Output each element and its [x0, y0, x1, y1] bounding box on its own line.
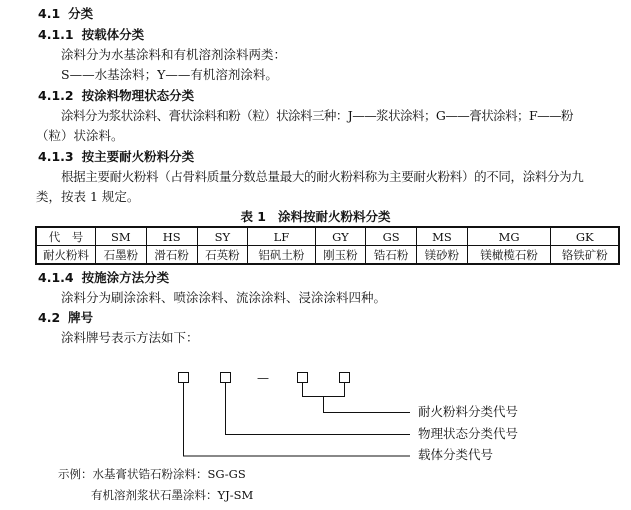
section-number: 4.1.1 — [38, 27, 74, 42]
material-cell: 镁砂粉 — [417, 246, 468, 265]
table-row-materials — [36, 246, 619, 265]
code-cell: GY — [315, 227, 366, 246]
code-cell: SM — [96, 227, 147, 246]
table-row-codes — [36, 227, 619, 246]
paragraph-line: 根据主要耐火粉料（占骨料质量分数总量最大的耐火粉料称为主要耐火粉料）的不同，涂料分为九 — [61, 169, 584, 184]
carrier-code-box — [179, 373, 189, 383]
paragraph-line: 涂料分为刷涂涂料、喷涂涂料、流涂涂料、浸涂涂料四种。 — [61, 290, 387, 305]
material-cell: 石墨粉 — [96, 246, 147, 265]
material-cell: 石英粉 — [197, 246, 248, 265]
section-4-1-1-heading — [38, 27, 144, 43]
physical-state-code-label: 物理状态分类代号 — [418, 426, 519, 441]
paragraph-line: 涂料分为浆状涂料、膏状涂料和粉（粒）状涂料三种：J——浆状涂料；G——膏状涂料；F——粉 — [61, 108, 573, 123]
powder-code-label: 耐火粉料分类代号 — [418, 404, 519, 419]
row-header: 代 号 — [36, 227, 96, 246]
code-cell: GS — [366, 227, 417, 246]
example-code: YJ-SM — [217, 488, 254, 502]
powder-bracket — [303, 383, 345, 397]
paragraph-line: （粒）状涂料。 — [36, 128, 124, 143]
powder-leader-line — [324, 397, 411, 413]
section-4-1-heading — [38, 6, 93, 22]
table-number: 表 1 — [240, 209, 267, 224]
code-cell: GK — [551, 227, 619, 246]
section-title: 按涂料物理状态分类 — [81, 88, 195, 103]
paragraph-line: 涂料分为水基涂料和有机溶剂涂料两类： — [61, 47, 287, 62]
carrier-code-label: 载体分类代号 — [418, 447, 494, 462]
powder-code-box-2 — [340, 373, 350, 383]
designation-diagram — [0, 360, 631, 460]
section-4-1-3-heading — [38, 149, 194, 165]
section-number: 4.1.4 — [38, 270, 74, 285]
material-cell: 铬铁矿粉 — [551, 246, 619, 265]
code-cell: MS — [417, 227, 468, 246]
paragraph-line: 涂料牌号表示方法如下： — [61, 330, 199, 345]
section-4-1-4-heading — [38, 270, 169, 286]
table-caption — [0, 207, 631, 225]
material-cell: 镁橄榄石粉 — [467, 246, 551, 265]
material-cell: 锆石粉 — [366, 246, 417, 265]
code-cell: SY — [197, 227, 248, 246]
section-4-1-2-heading — [38, 88, 194, 104]
section-title: 按施涂方法分类 — [81, 270, 170, 285]
dash-separator: — — [257, 371, 269, 385]
code-cell: HS — [146, 227, 197, 246]
material-cell: 铝矾土粉 — [248, 246, 315, 265]
section-title: 按主要耐火粉料分类 — [81, 149, 195, 164]
example-line-1 — [58, 466, 246, 482]
carrier-leader-line — [184, 383, 411, 456]
example-line-2 — [91, 487, 253, 503]
section-number: 4.1.2 — [38, 88, 74, 103]
example-prefix: 示例： — [58, 467, 93, 481]
example-name: 有机溶剂浆状石墨涂料： — [91, 488, 218, 502]
table-title: 涂料按耐火粉料分类 — [278, 209, 391, 224]
paragraph-line: 类，按表 1 规定。 — [36, 189, 140, 204]
physical-state-leader-line — [226, 383, 411, 435]
code-cell: MG — [467, 227, 551, 246]
example-code: SG-GS — [207, 467, 246, 481]
physical-state-code-box — [221, 373, 231, 383]
material-cell: 刚玉粉 — [315, 246, 366, 265]
paragraph-line: S——水基涂料；Y——有机溶剂涂料。 — [61, 67, 278, 82]
row-header: 耐火粉料 — [36, 246, 96, 265]
material-cell: 滑石粉 — [146, 246, 197, 265]
example-name: 水基膏状锆石粉涂料： — [92, 467, 208, 481]
powder-code-box-1 — [298, 373, 308, 383]
section-title: 分类 — [68, 6, 94, 21]
section-title: 牌号 — [68, 310, 94, 325]
section-title: 按载体分类 — [81, 27, 145, 42]
section-number: 4.1 — [38, 6, 61, 21]
section-4-2-heading — [38, 310, 93, 326]
section-number: 4.1.3 — [38, 149, 74, 164]
code-cell: LF — [248, 227, 315, 246]
refractory-powder-table — [35, 226, 620, 265]
section-number: 4.2 — [38, 310, 61, 325]
